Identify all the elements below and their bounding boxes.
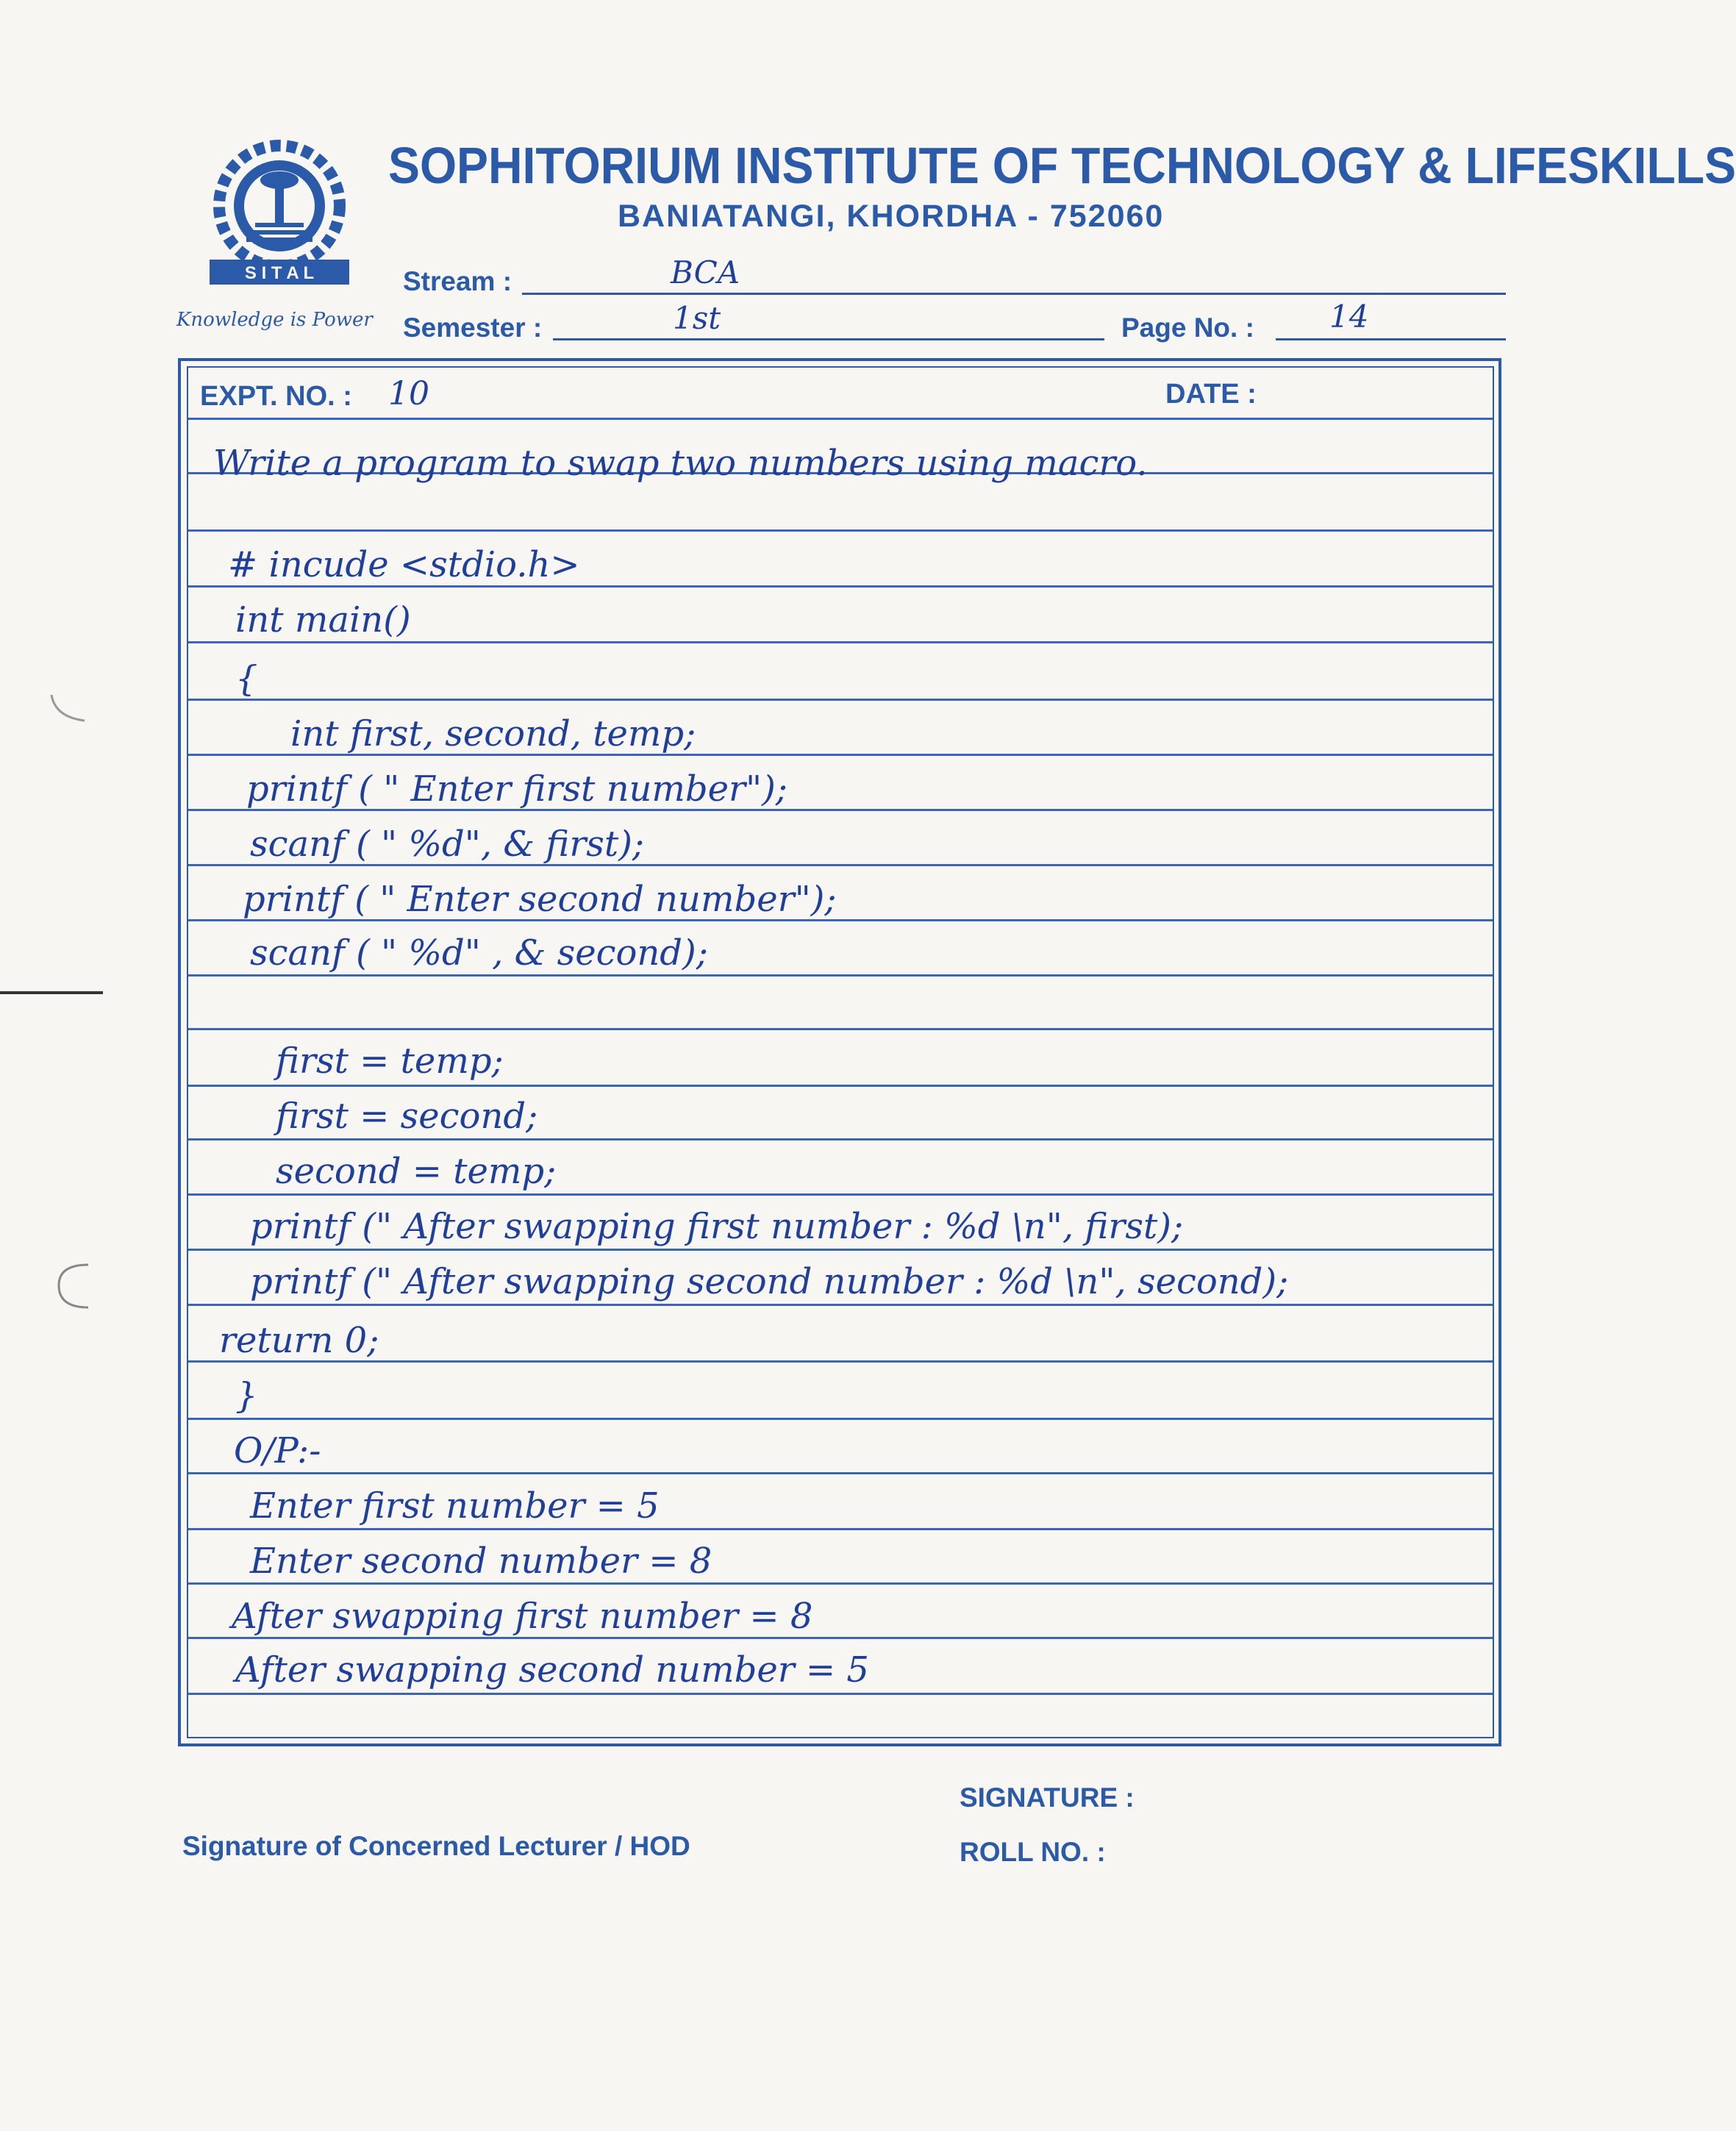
- content-line: first = second;: [276, 1096, 538, 1137]
- content-line: O/P:-: [234, 1430, 321, 1471]
- ruled-line: [188, 641, 1493, 643]
- content-line: printf ( " Enter first number");: [246, 768, 787, 810]
- ruled-line: [188, 1528, 1493, 1530]
- ruled-line: [188, 1582, 1493, 1585]
- institute-name: SOPHITORIUM INSTITUTE OF TECHNOLOGY & LIFESKILLS: [388, 137, 1736, 194]
- stream-value: BCA: [671, 254, 740, 290]
- content-line: scanf ( " %d" , & second);: [250, 932, 708, 974]
- roll-no-label: ROLL NO. :: [960, 1837, 1106, 1867]
- expt-label: EXPT. NO. :: [200, 381, 352, 412]
- content-line: printf ( " Enter second number");: [243, 879, 837, 920]
- margin-fold-line: [0, 985, 103, 1000]
- ruled-line: [188, 1028, 1493, 1030]
- stream-label: Stream :: [403, 266, 512, 296]
- logo-letters: S I T A L: [244, 263, 315, 283]
- content-line: # incude <stdio.h>: [228, 544, 580, 585]
- content-line: After swapping first number = 8: [232, 1596, 813, 1637]
- institute-address: BANIATANGI, KHORDHA - 752060: [618, 199, 1165, 234]
- ruled-line: [188, 1418, 1493, 1420]
- content-line: Write a program to swap two numbers using macro.: [213, 443, 1148, 484]
- content-line: }: [235, 1375, 258, 1416]
- semester-line: [553, 338, 1104, 340]
- stream-line: [522, 293, 1506, 295]
- margin-scratch-mark: [44, 691, 96, 728]
- ruled-line: [188, 1472, 1493, 1474]
- expt-value: 10: [388, 375, 429, 413]
- ruled-line: [188, 1249, 1493, 1251]
- content-line: scanf ( " %d", & first);: [250, 824, 645, 865]
- lecturer-signature-label: Signature of Concerned Lecturer / HOD: [182, 1831, 690, 1861]
- page-value: 14: [1329, 299, 1369, 335]
- ruled-line: [188, 1085, 1493, 1087]
- content-line: printf (" After swapping first number : %d \n", first);: [250, 1206, 1184, 1247]
- content-line: Enter first number = 5: [250, 1485, 660, 1527]
- page-label: Page No. :: [1121, 313, 1254, 343]
- ruled-line: [188, 418, 1493, 420]
- ruled-line: [188, 1138, 1493, 1141]
- signature-label: SIGNATURE :: [960, 1782, 1135, 1813]
- ruled-line: [188, 585, 1493, 588]
- ruled-line: [188, 1637, 1493, 1639]
- content-line: second = temp;: [276, 1151, 557, 1192]
- ruled-line: [188, 1304, 1493, 1306]
- content-line: int first, second, temp;: [290, 713, 696, 754]
- content-line: return 0;: [219, 1320, 379, 1361]
- ruled-line: [188, 699, 1493, 701]
- content-line: {: [235, 658, 258, 699]
- semester-value: 1st: [673, 300, 721, 336]
- ruled-line: [188, 529, 1493, 532]
- content-line: int main(): [235, 599, 411, 640]
- page-line: [1276, 338, 1506, 340]
- ruled-line: [188, 974, 1493, 977]
- content-line: Enter second number = 8: [250, 1541, 712, 1582]
- ruled-line: [188, 1193, 1493, 1196]
- motto: Knowledge is Power: [176, 309, 373, 331]
- semester-label: Semester :: [403, 313, 543, 343]
- content-line: After swapping second number = 5: [235, 1649, 869, 1691]
- ruled-line: [188, 1693, 1493, 1695]
- institute-logo: [202, 136, 357, 294]
- date-label: DATE :: [1165, 379, 1257, 410]
- content-line: first = temp;: [276, 1040, 504, 1082]
- content-line: printf (" After swapping second number : %d \n", second);: [250, 1261, 1289, 1302]
- punch-hole-mark: [44, 1250, 103, 1316]
- ruled-line: [188, 1360, 1493, 1363]
